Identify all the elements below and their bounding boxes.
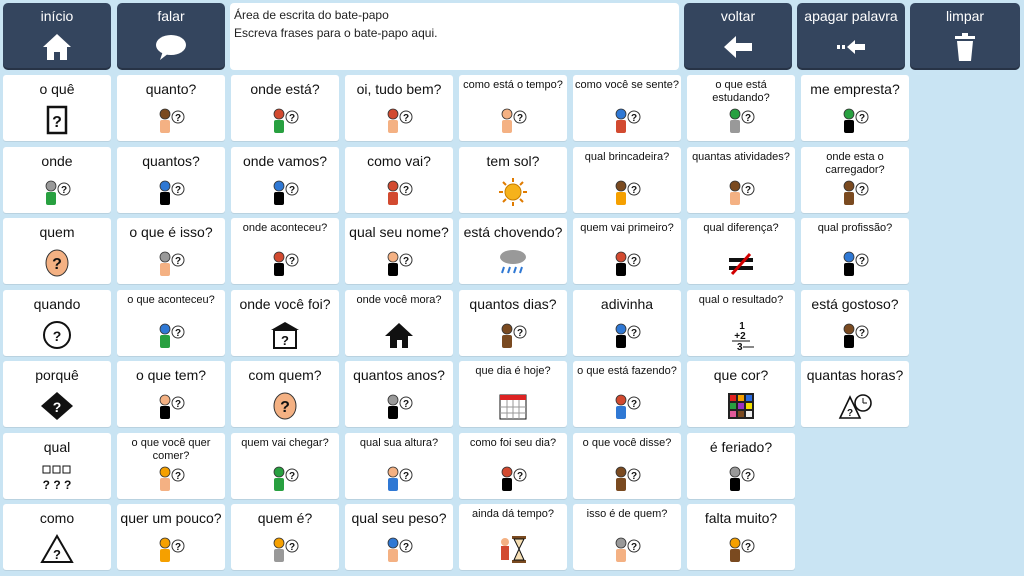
phrase-cell-label: está chovendo? <box>463 224 563 240</box>
svg-text:?: ? <box>630 184 638 196</box>
sun-icon <box>496 177 530 207</box>
phrase-grid <box>3 75 909 570</box>
days-icon <box>496 320 530 350</box>
play-event-icon <box>154 320 188 350</box>
svg-text:?: ? <box>174 327 182 339</box>
hand-box-icon <box>154 391 188 421</box>
directions-arrows-icon <box>40 177 74 207</box>
chat-area-hint: Escreva frases para o bate-papo aqui. <box>234 26 438 40</box>
offering-icon <box>154 534 188 564</box>
diamond-question-icon <box>40 391 74 421</box>
home-icon <box>41 32 73 62</box>
seatbelt-icon <box>724 534 758 564</box>
svg-text:?: ? <box>858 113 866 124</box>
svg-text:?: ? <box>630 256 638 267</box>
phrase-cell[interactable] <box>3 433 111 499</box>
phrase-cell[interactable] <box>3 504 111 570</box>
phrase-cell-label: onde você mora? <box>356 293 442 306</box>
svg-text:?: ? <box>630 399 638 410</box>
phrase-cell[interactable] <box>459 433 567 499</box>
phrase-cell-label: como vai? <box>367 152 431 169</box>
speak-button[interactable] <box>117 3 225 70</box>
warning-question-icon <box>40 534 74 564</box>
svg-text:?: ? <box>174 399 182 410</box>
speech-thought-icon <box>610 463 644 493</box>
guess-icon <box>610 320 644 350</box>
phrase-cell[interactable] <box>459 218 567 284</box>
sun-tree-icon <box>496 463 530 493</box>
phrase-cell[interactable] <box>459 290 567 356</box>
delete-word-button[interactable] <box>797 3 905 70</box>
phrase-cell[interactable] <box>801 290 909 356</box>
svg-text:?: ? <box>60 184 68 196</box>
phrase-cell-label: como <box>39 510 75 526</box>
phrase-cell[interactable] <box>687 75 795 141</box>
svg-text:?: ? <box>288 542 296 553</box>
svg-text:?: ? <box>402 256 410 267</box>
phrase-cell-label: quem é? <box>257 510 313 526</box>
phrase-cell-label: quantos? <box>142 152 200 169</box>
phrase-cell[interactable] <box>3 361 111 427</box>
svg-text:?: ? <box>630 470 638 482</box>
phrase-cell[interactable] <box>345 433 453 499</box>
phrase-cell-label: que cor? <box>713 367 769 383</box>
winding-path-icon <box>268 177 302 207</box>
sum-result-icon <box>724 320 758 350</box>
phrase-cell-label: porquê <box>35 367 79 383</box>
whose-icon <box>610 534 644 564</box>
phrase-cell-label: qual brincadeira? <box>584 150 670 163</box>
phrase-cell[interactable] <box>459 147 567 213</box>
phrase-cell[interactable] <box>345 361 453 427</box>
phrase-cell[interactable] <box>687 433 795 499</box>
who-is-icon <box>268 534 302 564</box>
color-palette-icon <box>724 391 758 421</box>
phrase-cell-label: quem vai chegar? <box>241 436 329 449</box>
phrase-cell-label: o que você disse? <box>582 436 672 449</box>
phrase-cell-label: com quem? <box>248 367 322 383</box>
svg-text:?: ? <box>516 113 524 124</box>
tasty-face-icon <box>838 320 872 350</box>
svg-text:?: ? <box>744 470 752 482</box>
svg-text:? ? ?: ? ? ? <box>42 477 72 492</box>
phrase-cell-label: onde você foi? <box>239 295 331 312</box>
phrase-cell-label: me empresta? <box>810 81 900 97</box>
svg-text:3: 3 <box>737 341 743 350</box>
svg-text:?: ? <box>402 113 410 124</box>
svg-text:?: ? <box>52 327 62 344</box>
map-question-icon <box>268 248 302 278</box>
svg-text:?: ? <box>402 542 410 553</box>
study-question-icon <box>724 105 758 135</box>
phrase-cell[interactable] <box>345 75 453 141</box>
many-dots-icon <box>154 177 188 207</box>
phrase-cell-label: que dia é hoje? <box>475 365 551 377</box>
empty-cell <box>801 504 909 570</box>
phrase-cell-label: onde está? <box>250 81 320 97</box>
phrase-cell[interactable] <box>3 75 111 141</box>
clock-question-icon <box>40 320 74 350</box>
home-button[interactable] <box>3 3 111 70</box>
queue-first-icon <box>610 248 644 278</box>
phrase-cell-label: onde aconteceu? <box>242 222 328 234</box>
phrase-cell[interactable] <box>801 147 909 213</box>
phrase-cell-label: o que é isso? <box>129 224 213 240</box>
doing-activity-icon <box>610 391 644 421</box>
weather-question-icon <box>496 105 530 135</box>
child-playing-icon <box>610 177 644 207</box>
calendar-question-icon <box>496 391 530 421</box>
head-question-icon <box>268 391 302 421</box>
phrase-cell[interactable] <box>687 361 795 427</box>
phrase-cell[interactable] <box>231 433 339 499</box>
svg-text:?: ? <box>630 113 638 124</box>
svg-text:1: 1 <box>739 320 745 332</box>
phrase-cell[interactable] <box>3 147 111 213</box>
phrase-cell-label: quantos anos? <box>353 367 445 383</box>
phrase-cell[interactable] <box>573 75 681 141</box>
empty-cell <box>801 433 909 499</box>
phrase-cell-label: o que está estudando? <box>712 79 770 104</box>
pile-question-icon <box>154 105 188 135</box>
svg-text:+2: +2 <box>734 330 746 342</box>
phrase-cell-label: falta muito? <box>704 510 778 526</box>
svg-text:?: ? <box>858 327 866 339</box>
phrase-cell-label: qual sua altura? <box>359 436 439 449</box>
svg-text:?: ? <box>174 542 182 553</box>
searching-person-icon <box>268 105 302 135</box>
svg-text:?: ? <box>174 256 182 267</box>
phrase-cell-label: quer um pouco? <box>120 510 222 526</box>
clear-button[interactable] <box>910 3 1020 70</box>
back-button[interactable] <box>684 3 792 70</box>
phrase-cell[interactable] <box>573 290 681 356</box>
phrase-cell[interactable] <box>117 218 225 284</box>
phrase-cell-label: quem vai primeiro? <box>580 222 674 234</box>
trash-icon <box>949 32 981 62</box>
phrase-cell[interactable] <box>231 504 339 570</box>
head-question-icon <box>40 248 74 278</box>
svg-text:?: ? <box>846 408 854 419</box>
home-button-label: início <box>40 8 74 24</box>
activities-icon <box>724 177 758 207</box>
svg-text:?: ? <box>288 470 296 482</box>
phrase-cell[interactable] <box>687 504 795 570</box>
phrase-cell-label: onde esta o carregador? <box>825 150 885 176</box>
professions-icon <box>838 248 872 278</box>
phrase-cell[interactable] <box>231 147 339 213</box>
phrase-cell[interactable] <box>801 75 909 141</box>
svg-text:?: ? <box>630 542 638 553</box>
phrase-cell-label: qual diferença? <box>703 222 779 234</box>
two-people-greeting-icon <box>382 177 416 207</box>
svg-text:?: ? <box>402 399 410 410</box>
svg-text:?: ? <box>516 470 524 482</box>
what-is-this-icon <box>154 248 188 278</box>
phrase-cell[interactable] <box>573 147 681 213</box>
svg-text:?: ? <box>288 256 296 267</box>
svg-text:?: ? <box>281 332 289 348</box>
phrase-cell[interactable] <box>459 504 567 570</box>
phrase-cell-label: oi, tudo bem? <box>356 81 442 97</box>
phrase-cell-label: o quê <box>39 81 75 97</box>
phrase-cell-label: isso é de quem? <box>586 508 668 520</box>
building-question-icon <box>268 320 302 350</box>
svg-text:?: ? <box>630 327 638 339</box>
height-ruler-icon <box>382 463 416 493</box>
squares-question-icon <box>40 463 74 493</box>
phrase-cell[interactable] <box>687 218 795 284</box>
phrase-cell[interactable] <box>459 75 567 141</box>
phrase-cell-label: como você se sente? <box>575 79 679 91</box>
food-icon <box>154 463 188 493</box>
waving-person-icon <box>382 105 416 135</box>
old-person-icon <box>382 391 416 421</box>
phrase-cell-label: ainda dá tempo? <box>472 508 554 520</box>
phrase-cell-label: onde vamos? <box>242 152 328 169</box>
phrase-cell-label: quando <box>33 295 81 312</box>
phrase-cell[interactable] <box>231 361 339 427</box>
speak-button-label: falar <box>157 8 185 24</box>
svg-text:?: ? <box>402 184 410 196</box>
phrase-cell[interactable] <box>231 290 339 356</box>
phrase-cell-label: quantas atividades? <box>692 150 790 163</box>
phrase-cell-label: qual profissão? <box>817 222 893 234</box>
phrase-cell[interactable] <box>573 218 681 284</box>
phrase-cell-label: quem <box>39 224 75 240</box>
holiday-icon <box>724 463 758 493</box>
warning-clock-icon <box>838 391 872 421</box>
svg-text:?: ? <box>858 184 866 196</box>
phrase-cell[interactable] <box>801 218 909 284</box>
phrase-cell-label: qual <box>43 438 71 455</box>
svg-text:?: ? <box>174 113 182 124</box>
svg-text:?: ? <box>52 399 62 415</box>
phrase-cell[interactable] <box>117 361 225 427</box>
phrase-cell-label: o que está fazendo? <box>577 365 677 377</box>
phrase-cell[interactable] <box>3 290 111 356</box>
phrase-cell[interactable] <box>231 218 339 284</box>
svg-text:?: ? <box>53 547 61 562</box>
phrase-cell[interactable] <box>231 75 339 141</box>
name-question-icon <box>382 248 416 278</box>
hourglass-icon <box>496 534 530 564</box>
phrase-cell-label: qual seu nome? <box>349 224 449 240</box>
phrase-cell-label: é feriado? <box>709 438 773 455</box>
phrase-cell-label: adivinha <box>600 295 654 312</box>
phrase-cell[interactable] <box>117 147 225 213</box>
svg-text:?: ? <box>52 114 62 131</box>
phrase-cell-label: como está o tempo? <box>463 79 563 91</box>
phrase-cell-label: quantas horas? <box>806 367 904 383</box>
question-box-icon <box>40 105 74 135</box>
svg-text:?: ? <box>174 184 182 196</box>
arrow-left-icon <box>722 32 754 62</box>
phrase-cell[interactable] <box>117 433 225 499</box>
feelings-faces-icon <box>610 105 644 135</box>
svg-text:?: ? <box>174 470 182 482</box>
phrase-cell[interactable] <box>687 147 795 213</box>
phrase-cell[interactable] <box>117 504 225 570</box>
phrase-cell[interactable] <box>117 290 225 356</box>
svg-text:?: ? <box>288 184 296 196</box>
svg-text:?: ? <box>52 256 62 273</box>
chat-area-title: Área de escrita do bate-papo <box>234 8 389 22</box>
phrase-cell-label: quanto? <box>145 81 197 97</box>
back-button-label: voltar <box>720 8 756 24</box>
phrase-cell[interactable] <box>117 75 225 141</box>
phrase-cell-label: qual seu peso? <box>351 510 447 526</box>
svg-text:?: ? <box>402 470 410 482</box>
phrase-cell-label: o que aconteceu? <box>127 293 215 306</box>
chat-writing-area[interactable] <box>230 3 679 70</box>
svg-text:?: ? <box>280 399 290 416</box>
speech-bubble-icon <box>155 32 187 62</box>
clear-button-label: limpar <box>945 8 985 24</box>
svg-text:?: ? <box>744 113 752 124</box>
svg-text:?: ? <box>288 113 296 124</box>
phrase-cell[interactable] <box>345 504 453 570</box>
phrase-cell-label: o que tem? <box>135 367 207 383</box>
not-equal-icon <box>724 248 758 278</box>
charger-icon <box>838 177 872 207</box>
svg-text:?: ? <box>516 327 524 339</box>
arriving-house-icon <box>268 463 302 493</box>
phrase-cell-label: como foi seu dia? <box>469 436 557 449</box>
delete-word-icon <box>835 32 867 62</box>
phrase-cell-label: está gostoso? <box>811 295 899 312</box>
weight-scale-icon <box>382 534 416 564</box>
phrase-cell-label: quantos dias? <box>469 295 557 312</box>
phrase-cell[interactable] <box>573 504 681 570</box>
phrase-cell[interactable] <box>687 290 795 356</box>
phrase-cell[interactable] <box>345 290 453 356</box>
lend-hand-icon <box>838 105 872 135</box>
phrase-cell[interactable] <box>573 433 681 499</box>
phrase-cell-label: onde <box>41 152 73 169</box>
phrase-cell-label: tem sol? <box>486 152 540 169</box>
svg-text:?: ? <box>858 256 866 267</box>
phrase-cell-label: o que você quer comer? <box>131 436 211 462</box>
phrase-cell[interactable] <box>801 361 909 427</box>
svg-text:?: ? <box>744 542 752 553</box>
phrase-cell[interactable] <box>573 361 681 427</box>
house-icon <box>382 320 416 350</box>
phrase-cell[interactable] <box>345 218 453 284</box>
svg-text:?: ? <box>744 184 752 196</box>
phrase-cell[interactable] <box>3 218 111 284</box>
phrase-cell[interactable] <box>345 147 453 213</box>
rain-cloud-icon <box>496 248 530 278</box>
phrase-cell-label: qual o resultado? <box>698 293 784 306</box>
phrase-cell[interactable] <box>459 361 567 427</box>
delete-word-label: apagar palavra <box>804 8 898 24</box>
